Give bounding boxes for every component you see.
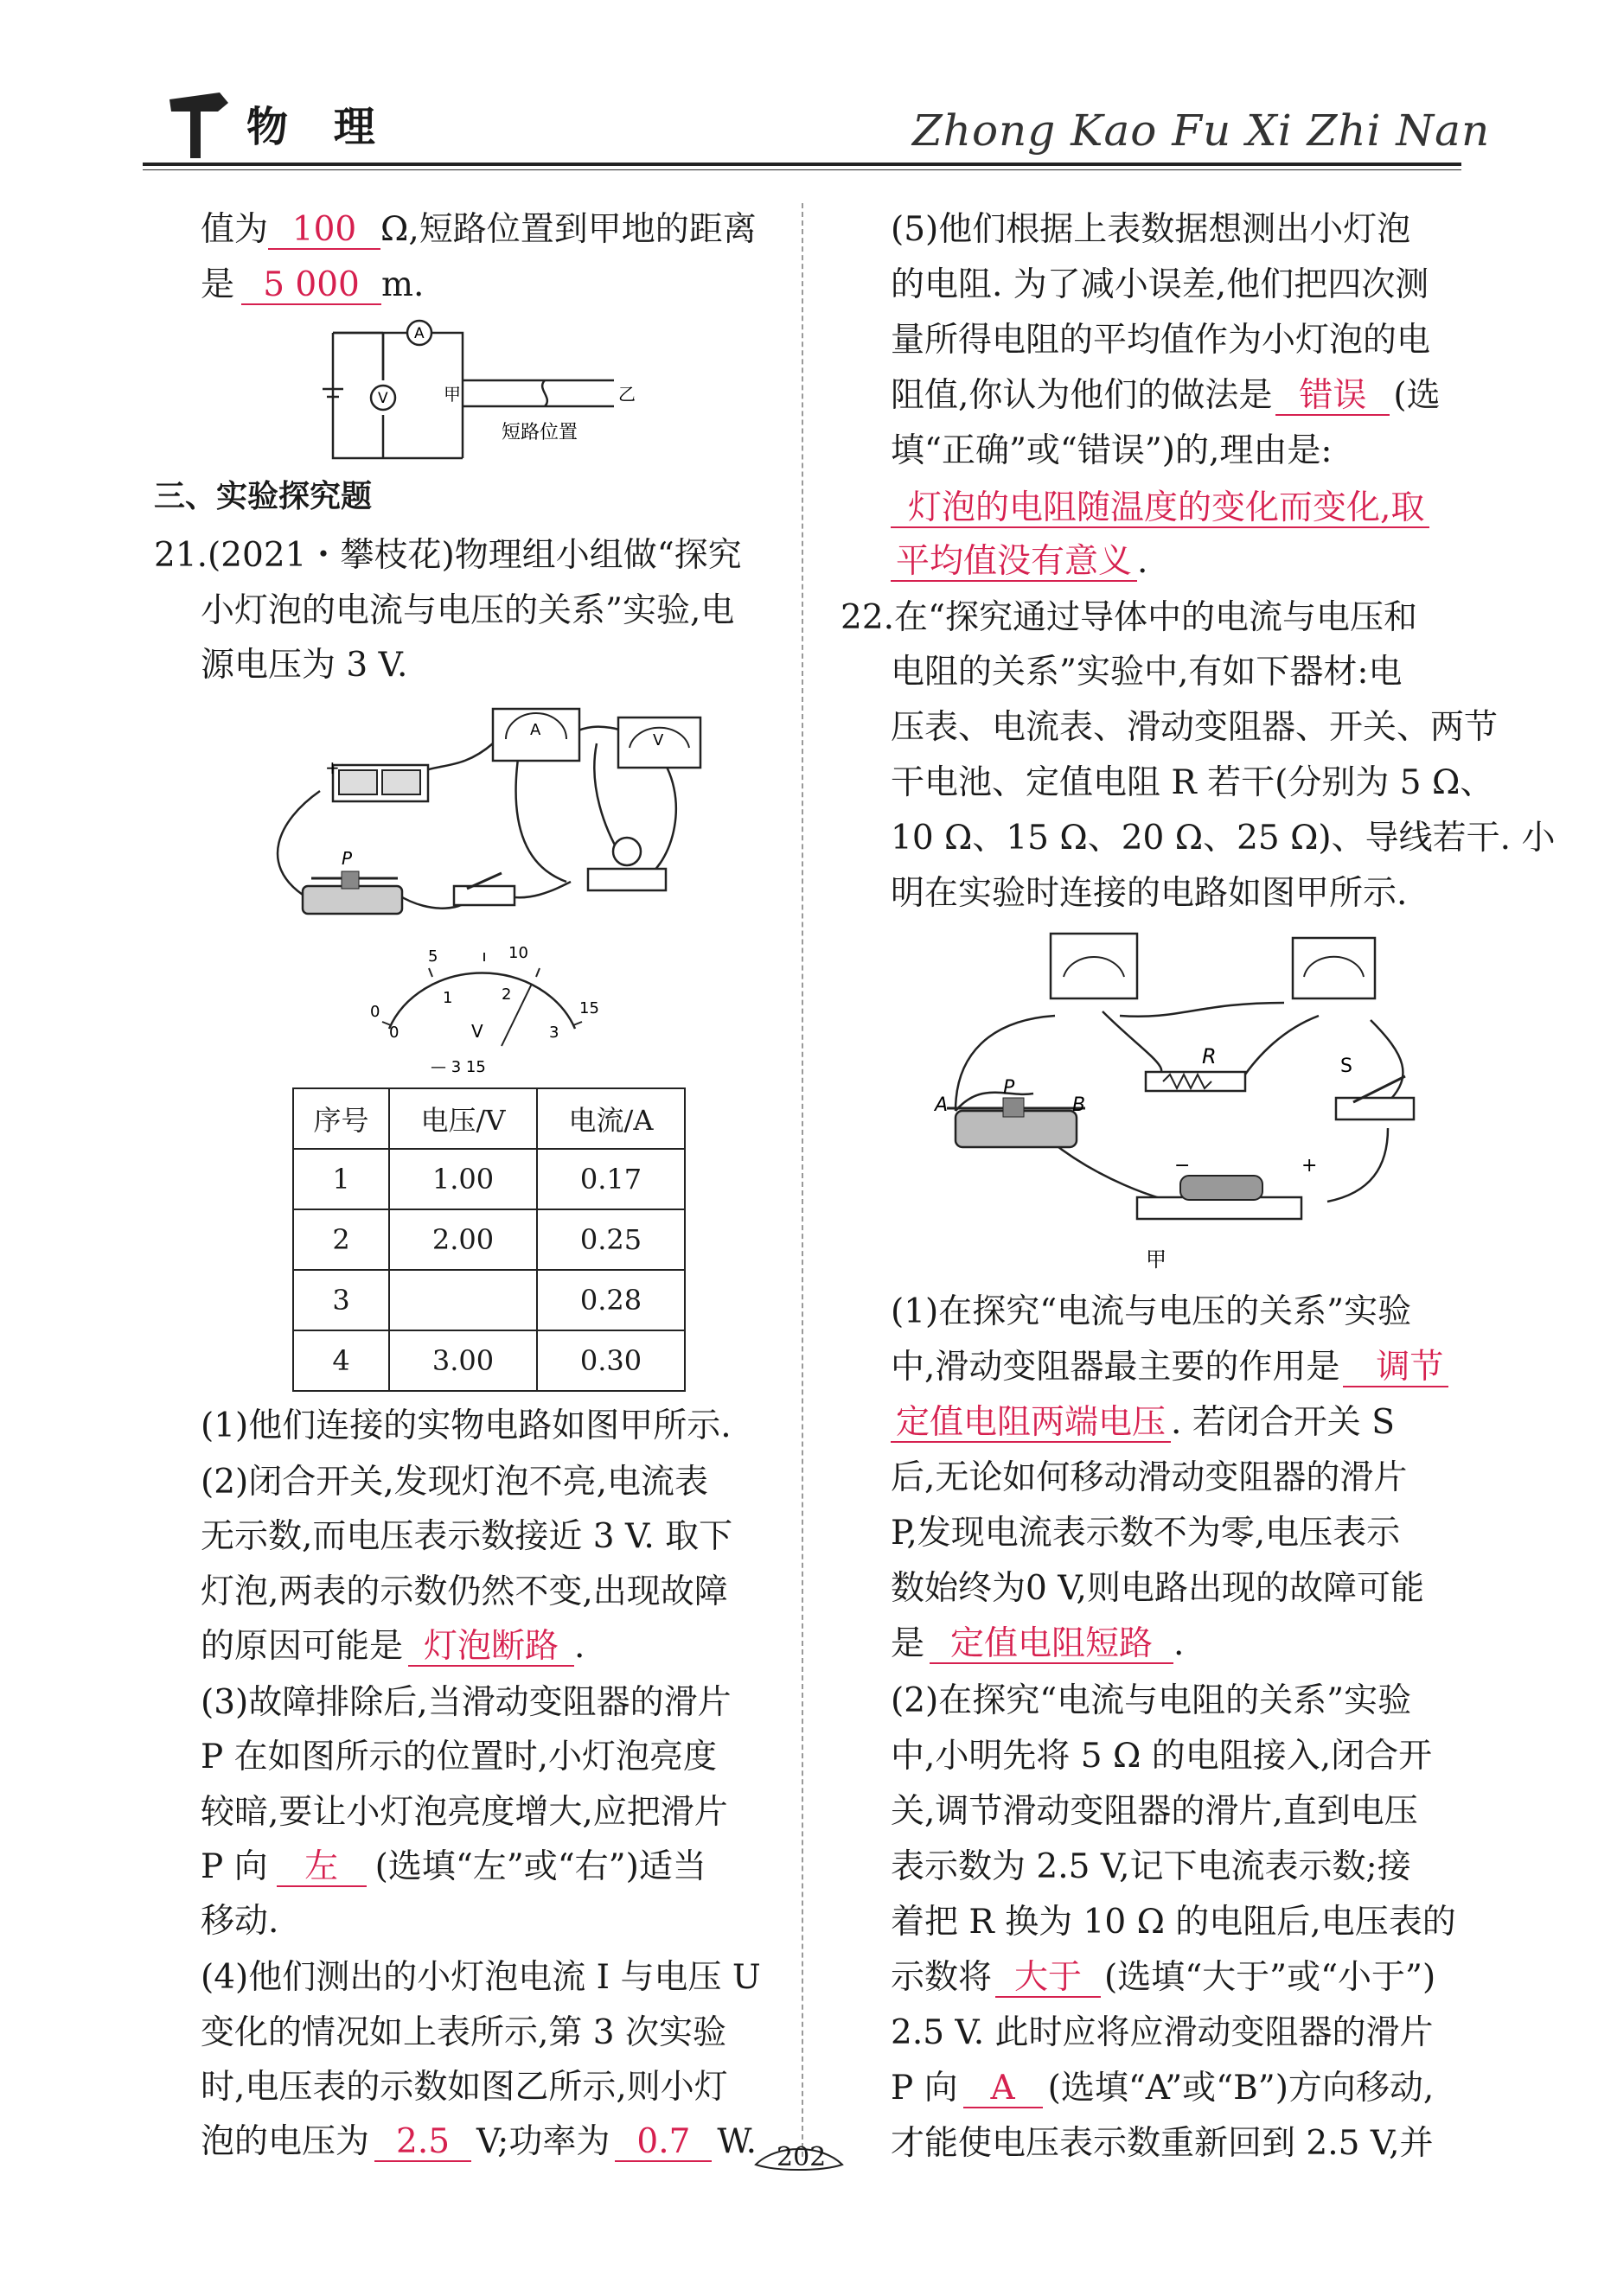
part2-line3: 灯泡,两表的示数仍然不变,出现故障 bbox=[201, 1572, 728, 1611]
sub2-line9: 才能使电压表示数重新回到 2.5 V,并 bbox=[891, 2124, 1434, 2163]
answer-blank: 错误 bbox=[1275, 379, 1390, 416]
part5-line4: 阻值,你认为他们的做法是 错误 (选 bbox=[891, 376, 1441, 415]
sub1-line6: 数始终为0 V,则电路出现的故障可能 bbox=[891, 1569, 1424, 1608]
short-position-label: 短路位置 bbox=[502, 422, 578, 443]
unit-label: V bbox=[471, 1021, 483, 1042]
sub1-line2: 中,滑动变阻器最主要的作用是 调节 bbox=[891, 1350, 1448, 1387]
answer-blank: 2.5 bbox=[374, 2125, 471, 2162]
data-table bbox=[292, 1087, 686, 1392]
part4-line3: 时,电压表的示数如图乙所示,则小灯 bbox=[201, 2068, 728, 2107]
tick-bottom-2: 2 bbox=[502, 985, 512, 1004]
terminal-b-label: B bbox=[1072, 1094, 1086, 1116]
part5-line3: 量所得电阻的平均值作为小灯泡的电 bbox=[891, 321, 1431, 360]
ammeter-label: A bbox=[530, 721, 541, 739]
part1: (1)他们连接的实物电路如图甲所示. bbox=[201, 1406, 732, 1445]
terminal-labels: — 3 15 bbox=[431, 1058, 486, 1076]
sub1-line3: 定值电阻两端电压 . 若闭合开关 S bbox=[891, 1406, 1395, 1443]
slider-label: P bbox=[1003, 1077, 1015, 1099]
table-row: 3 0.28 bbox=[293, 1270, 685, 1330]
part5-line1: (5)他们根据上表数据想测出小灯泡 bbox=[891, 210, 1411, 249]
answer-blank: A bbox=[963, 2071, 1043, 2108]
resistor-circuit-figure bbox=[921, 916, 1440, 1279]
sub2-line1: (2)在探究“电流与电阻的关系”实验 bbox=[891, 1681, 1412, 1720]
sub1-line7: 是 定值电阻短路 . bbox=[891, 1624, 1185, 1663]
part2-line1: (2)闭合开关,发现灯泡不亮,电流表 bbox=[201, 1463, 709, 1502]
voltmeter-label: V bbox=[653, 731, 664, 749]
q21-line2: 小灯泡的电流与电压的关系”实验,电 bbox=[201, 591, 735, 630]
table-header: 电流/A bbox=[537, 1088, 685, 1149]
part2-line4: 的原因可能是 灯泡断路 . bbox=[201, 1627, 585, 1666]
answer-blank: 调节 bbox=[1343, 1350, 1448, 1387]
subject-title: 物 理 bbox=[246, 103, 391, 151]
q20-line2: 是 5 000 m. bbox=[201, 265, 425, 304]
sub2-line7: 2.5 V. 此时应将应滑动变阻器的滑片 bbox=[891, 2013, 1434, 2052]
sub1-line5: P,发现电流表示数不为零,电压表示 bbox=[891, 1514, 1401, 1553]
table-header: 电压/V bbox=[389, 1088, 537, 1149]
tick-bottom-0: 0 bbox=[389, 1024, 400, 1042]
table-header: 序号 bbox=[293, 1088, 389, 1149]
svg-text:+: + bbox=[325, 757, 340, 778]
tick-top-10: 10 bbox=[508, 944, 528, 962]
q21-line1: 21.(2021・攀枝花)物理组小组做“探究 bbox=[154, 536, 742, 575]
answer-blank: 定值电阻短路 bbox=[930, 1627, 1173, 1664]
resistor-label: R bbox=[1202, 1044, 1217, 1068]
table-header-row bbox=[293, 1088, 685, 1149]
battery-minus-label: − bbox=[1174, 1155, 1191, 1177]
ammeter-label: A bbox=[414, 325, 425, 342]
sub2-line4: 表示数为 2.5 V,记下电流表示数;接 bbox=[891, 1847, 1411, 1886]
part3-line2: P 在如图所示的位置时,小灯泡亮度 bbox=[201, 1738, 718, 1776]
voltmeter-label: V bbox=[378, 390, 388, 407]
q22-line6: 明在实验时连接的电路如图甲所示. bbox=[891, 874, 1408, 913]
part5-answer-line1 bbox=[891, 488, 1429, 528]
signpost-icon bbox=[164, 82, 233, 160]
short-circuit-diagram bbox=[316, 307, 662, 471]
tick-top-5: 5 bbox=[428, 947, 438, 966]
figure-caption: 甲 bbox=[1146, 1247, 1167, 1272]
table-row: 2 2.00 0.25 bbox=[293, 1209, 685, 1270]
part3-line4: P 向 左 (选填“左”或“右”)适当 bbox=[201, 1847, 706, 1886]
part3-line5: 移动. bbox=[201, 1902, 279, 1941]
voltmeter-dial bbox=[363, 942, 605, 1081]
sub1-line4: 后,无论如何移动滑动变阻器的滑片 bbox=[891, 1458, 1408, 1497]
q22-line5: 10 Ω、15 Ω、20 Ω、25 Ω)、导线若干. 小 bbox=[891, 819, 1556, 858]
sub2-line8: P 向 A (选填“A”或“B”)方向移动, bbox=[891, 2069, 1435, 2108]
part4-line1: (4)他们测出的小灯泡电流 I 与电压 U bbox=[201, 1958, 761, 1997]
part4-line2: 变化的情况如上表所示,第 3 次实验 bbox=[201, 2013, 727, 2052]
answer-blank: 100 bbox=[268, 213, 380, 250]
part2-line2: 无示数,而电压表示数接近 3 V. 取下 bbox=[201, 1517, 733, 1556]
q22-line2: 电阻的关系”实验中,有如下器材:电 bbox=[891, 653, 1403, 692]
answer-blank: 5 000 bbox=[241, 268, 381, 305]
part3-line3: 较暗,要让小灯泡亮度增大,应把滑片 bbox=[201, 1793, 728, 1832]
sub2-line3: 关,调节滑动变阻器的滑片,直到电压 bbox=[891, 1792, 1418, 1831]
part5-answer-line2: 平均值没有意义 . bbox=[891, 545, 1147, 582]
q22-line4: 干电池、定值电阻 R 若干(分别为 5 Ω、 bbox=[891, 763, 1494, 802]
jia-label: 甲 bbox=[444, 384, 461, 405]
answer-blank: 0.7 bbox=[615, 2125, 712, 2162]
q22-line3: 压表、电流表、滑动变阻器、开关、两节 bbox=[891, 708, 1499, 747]
page-number: 202 bbox=[777, 2142, 827, 2172]
answer-blank: 左 bbox=[277, 1850, 367, 1887]
part5-line2: 的电阻. 为了减小误差,他们把四次测 bbox=[891, 265, 1429, 304]
header-rule bbox=[143, 163, 1461, 166]
table-row: 1 1.00 0.17 bbox=[293, 1149, 685, 1209]
tick-top-15: 15 bbox=[579, 999, 599, 1017]
lamp-circuit-figure bbox=[259, 692, 709, 942]
q20-line1: 值为 100 Ω,短路位置到甲地的距离 bbox=[201, 210, 757, 249]
slider-label: P bbox=[342, 848, 353, 869]
switch-label: S bbox=[1340, 1056, 1352, 1077]
tick-bottom-3: 3 bbox=[549, 1024, 559, 1042]
q22-line1: 22.在“探究通过导体中的电流与电压和 bbox=[841, 598, 1417, 637]
sub2-line6: 示数将 大于 (选填“大于”或“小于”) bbox=[891, 1958, 1436, 1997]
table-row: 4 3.00 0.30 bbox=[293, 1330, 685, 1391]
part4-line4: 泡的电压为 2.5 V;功率为 0.7 W. bbox=[201, 2122, 757, 2161]
yi-label: 乙 bbox=[618, 384, 636, 405]
q21-line3: 源电压为 3 V. bbox=[201, 646, 408, 685]
battery-plus-label: + bbox=[1301, 1155, 1318, 1177]
series-title: Zhong Kao Fu Xi Zhi Nan bbox=[912, 105, 1491, 156]
answer-blank: 平均值没有意义 bbox=[891, 545, 1137, 582]
sub2-line5: 着把 R 换为 10 Ω 的电阻后,电压表的 bbox=[891, 1903, 1456, 1942]
part5-line5: 填“正确”或“错误”)的,理由是: bbox=[891, 431, 1333, 470]
section-heading: 三、实验探究题 bbox=[154, 479, 373, 514]
sub2-line2: 中,小明先将 5 Ω 的电阻接入,闭合开 bbox=[891, 1737, 1433, 1776]
answer-blank: 灯泡断路 bbox=[408, 1630, 574, 1667]
answer-blank: 定值电阻两端电压 bbox=[891, 1406, 1171, 1443]
answer-blank: 灯泡的电阻随温度的变化而变化,取 bbox=[891, 491, 1429, 528]
tick-bottom-1: 1 bbox=[443, 989, 453, 1007]
column-divider bbox=[802, 203, 803, 2157]
terminal-a-label: A bbox=[935, 1094, 949, 1116]
sub1-line1: (1)在探究“电流与电压的关系”实验 bbox=[891, 1292, 1412, 1331]
part3-line1: (3)故障排除后,当滑动变阻器的滑片 bbox=[201, 1683, 732, 1722]
tick-top-0: 0 bbox=[370, 1003, 380, 1021]
answer-blank: 大于 bbox=[995, 1961, 1101, 1998]
header-rule-thin bbox=[143, 169, 1461, 170]
